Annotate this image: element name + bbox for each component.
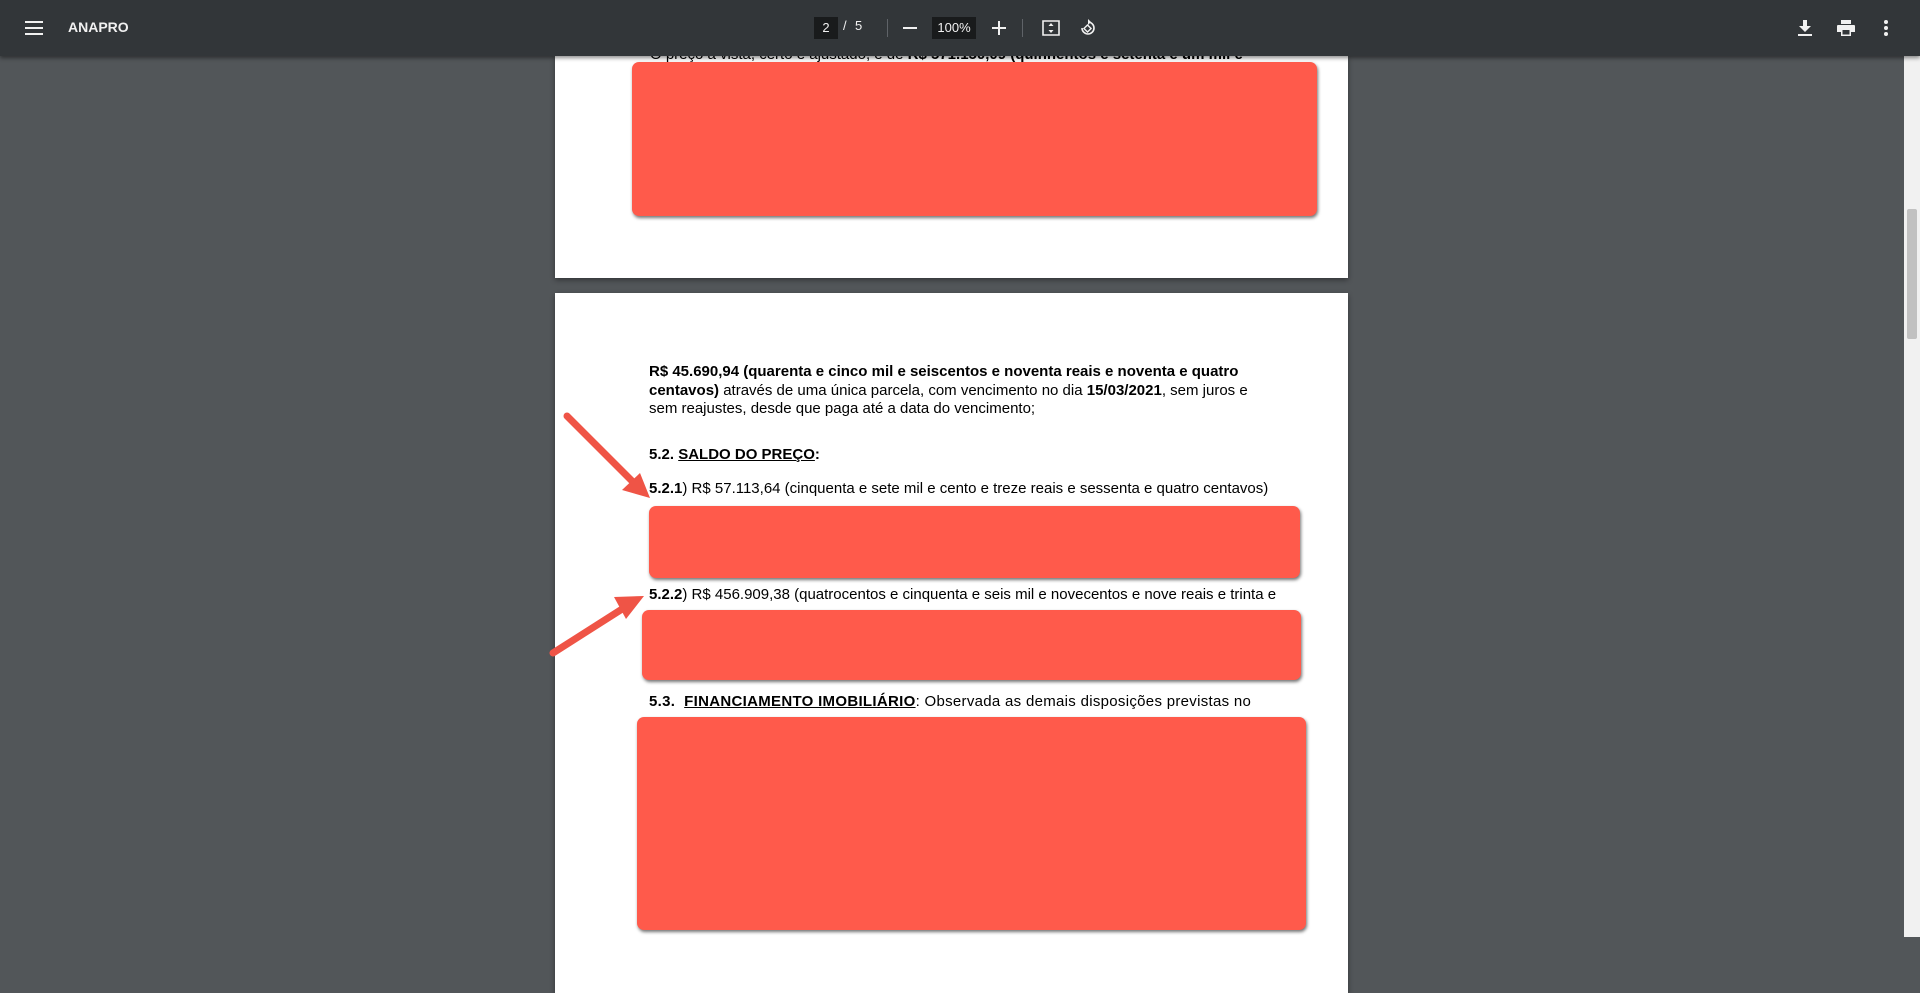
fit-page-icon[interactable] (1035, 12, 1067, 44)
rotate-icon[interactable] (1072, 12, 1104, 44)
price-centavos-bold: centavos) (649, 382, 720, 399)
print-icon[interactable] (1830, 12, 1862, 44)
menu-icon[interactable] (18, 12, 50, 44)
item-5-2-2-text: ) R$ 456.909,38 (quatrocentos e cinquenta e seis mil e novecentos e nove reais e trinta e (682, 586, 1277, 603)
more-vert-icon[interactable] (1870, 12, 1902, 44)
toolbar-divider (887, 19, 888, 37)
arrow-to-item-5-2-1 (567, 416, 650, 498)
zoom-in-icon[interactable] (983, 12, 1015, 44)
section-5-3-number: 5.3. (649, 693, 676, 710)
item-5-2-1-text: ) R$ 57.113,64 (cinquenta e sete mil e cento e treze reais e sessenta e quatro centavos) (682, 480, 1269, 497)
vertical-scrollbar[interactable] (1904, 56, 1920, 937)
price-paragraph-line1: R$ 45.690,94 (quarenta e cinco mil e seiscentos e noventa reais e noventa e quatro (649, 363, 1239, 380)
page-total: 5 (855, 18, 863, 33)
price-tail-text: , sem juros e (1161, 382, 1248, 399)
pdf-toolbar (0, 0, 1920, 56)
scrollbar-thumb[interactable] (1907, 209, 1917, 339)
section-5-2-number: 5.2. (649, 446, 675, 463)
document-title: ANAPRO (68, 19, 129, 35)
section-5-2-title: SALDO DO PREÇO (678, 446, 815, 463)
zoom-out-icon[interactable] (894, 12, 926, 44)
zoom-input[interactable]: 100% (932, 17, 976, 39)
price-paragraph-line3: sem reajustes, desde que paga até a data do vencimento; (649, 400, 1036, 417)
item-5-2-2-number: 5.2.2 (649, 586, 683, 603)
price-installment-text: através de uma única parcela, com vencimento no dia (723, 382, 1083, 399)
section-5-2-colon: : (814, 446, 820, 463)
section-5-3-text: : Observada as demais disposições previstas no (915, 693, 1252, 710)
arrow-to-item-5-2-2 (553, 596, 644, 653)
download-icon[interactable] (1789, 12, 1821, 44)
item-5-2-1-number: 5.2.1 (649, 480, 683, 497)
due-date: 15/03/2021 (1086, 382, 1162, 399)
page-separator: / (843, 18, 847, 33)
section-5-3-title: FINANCIAMENTO IMOBILIÁRIO (684, 693, 916, 710)
page-number-input[interactable]: 2 (814, 17, 838, 39)
toolbar-divider (1022, 19, 1023, 37)
